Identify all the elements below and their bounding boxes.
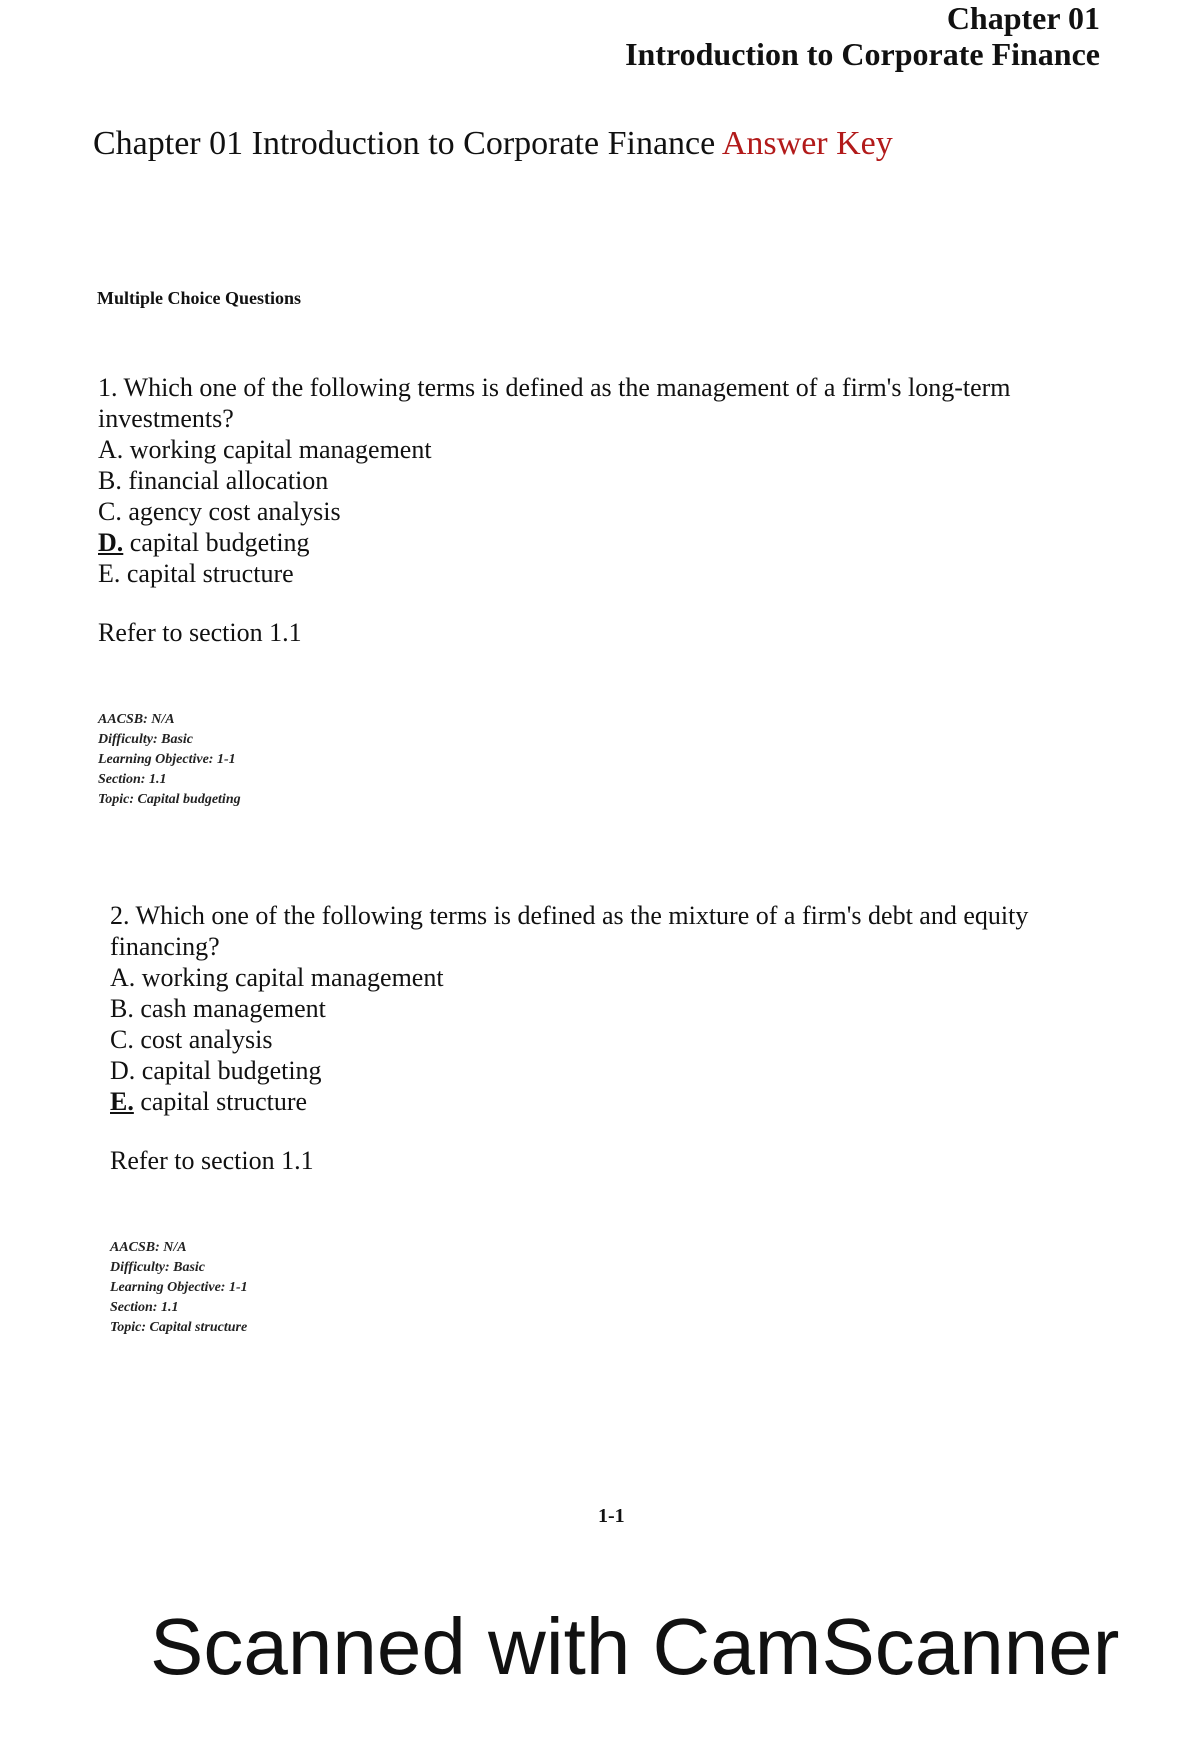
option-text: agency cost analysis	[128, 497, 341, 526]
option-d	[110, 1055, 1070, 1086]
option-text: cost analysis	[140, 1025, 273, 1054]
answer-options	[98, 434, 1058, 589]
meta-objective: Learning Objective: 1-1	[98, 752, 236, 767]
correct-option-letter: D.	[98, 528, 124, 557]
option-text: capital budgeting	[141, 1056, 322, 1085]
page-header	[625, 0, 1100, 72]
option-text: financial allocation	[128, 466, 329, 495]
option-letter: E.	[98, 559, 121, 588]
correct-option-letter: E.	[110, 1087, 134, 1116]
meta-aacsb: AACSB: N/A	[98, 712, 175, 727]
question-metadata	[110, 1238, 1070, 1338]
option-letter: A.	[110, 963, 136, 992]
header-title: Introduction to Corporate Finance	[625, 36, 1100, 72]
option-letter: B.	[98, 466, 122, 495]
option-text: capital budgeting	[129, 528, 310, 557]
section-heading: Multiple Choice Questions	[97, 288, 302, 308]
answer-key-label: Answer Key	[721, 125, 893, 162]
option-text: working capital management	[141, 963, 444, 992]
meta-topic: Topic: Capital structure	[110, 1320, 248, 1335]
question-2	[110, 900, 1070, 1338]
question-text: 1. Which one of the following terms is defined as the management of a firm's long-term investments?	[98, 373, 1011, 433]
option-text: cash management	[140, 994, 326, 1023]
meta-aacsb: AACSB: N/A	[110, 1240, 187, 1255]
section-reference: Refer to section 1.1	[110, 1146, 314, 1175]
option-letter: D.	[110, 1056, 136, 1085]
question-1	[98, 372, 1058, 810]
option-c	[110, 1024, 1070, 1055]
question-text: 2. Which one of the following terms is defined as the mixture of a firm's debt and equity financing?	[110, 901, 1029, 961]
meta-difficulty: Difficulty: Basic	[110, 1260, 206, 1275]
option-b	[110, 993, 1070, 1024]
page-number: 1-1	[598, 1505, 625, 1527]
meta-difficulty: Difficulty: Basic	[98, 732, 194, 747]
option-c	[98, 496, 1058, 527]
option-e-correct	[110, 1086, 1070, 1117]
meta-section: Section: 1.1	[110, 1300, 179, 1315]
camscanner-watermark: Scanned with CamScanner	[150, 1602, 1120, 1691]
option-letter: C.	[110, 1025, 134, 1054]
option-letter: A.	[98, 435, 124, 464]
meta-topic: Topic: Capital budgeting	[98, 792, 241, 807]
option-text: capital structure	[126, 559, 294, 588]
header-chapter: Chapter 01	[946, 0, 1100, 36]
option-b	[98, 465, 1058, 496]
document-title-main: Chapter 01 Introduction to Corporate Finance	[93, 125, 716, 162]
option-letter: B.	[110, 994, 134, 1023]
option-a	[98, 434, 1058, 465]
option-text: working capital management	[129, 435, 432, 464]
option-letter: C.	[98, 497, 122, 526]
meta-section: Section: 1.1	[98, 772, 167, 787]
option-text: capital structure	[140, 1087, 308, 1116]
question-metadata	[98, 710, 1058, 810]
meta-objective: Learning Objective: 1-1	[110, 1280, 248, 1295]
option-a	[110, 962, 1070, 993]
section-reference: Refer to section 1.1	[98, 618, 302, 647]
answer-options	[110, 962, 1070, 1117]
option-e	[98, 558, 1058, 589]
option-d-correct	[98, 527, 1058, 558]
document-title	[93, 124, 893, 164]
